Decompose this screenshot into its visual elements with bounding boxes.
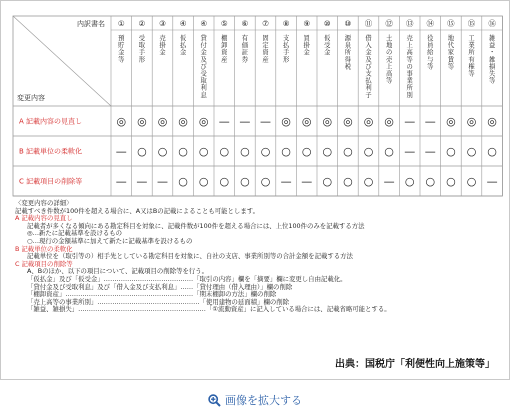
table-cell-mark: ◎ — [487, 115, 497, 128]
comparison-table — [1, 1, 509, 207]
note-line: 「仮払金」及び「仮受金」……………………………………「取引の内容」欄を「摘要」欄に変更し自由記載化。 — [27, 275, 347, 283]
column-name: 預貯金等 — [118, 35, 125, 64]
table-cell-mark: — — [115, 175, 127, 188]
column-number: ② — [138, 19, 146, 28]
table-cell-mark: — — [383, 175, 395, 188]
table-cell-mark: — — [424, 145, 436, 158]
note-line: 「棚卸資産」……………………………………………………「期末棚卸の方法」欄の削除 — [27, 290, 277, 299]
table-cell-mark: ○ — [384, 145, 394, 158]
column-name: 地代家賃等 — [447, 35, 455, 71]
table-cell-mark: — — [404, 145, 416, 158]
zoom-link[interactable] — [0, 392, 510, 408]
table-cell-mark: — — [301, 175, 313, 188]
column-name: 売上高等の事業所別 — [406, 35, 413, 99]
table-cell-mark: ○ — [322, 175, 333, 188]
table-cell-mark: ◎ — [466, 115, 477, 128]
column-name: 支払手形 — [282, 35, 290, 64]
column-number: ⑮ — [467, 19, 476, 28]
table-cell-mark: ◎ — [116, 115, 127, 128]
column-number: ⑨ — [303, 19, 311, 28]
column-name: 棚卸資産 — [221, 35, 228, 64]
column-number: ③ — [159, 19, 166, 28]
table-cell-mark: ○ — [363, 145, 374, 158]
column-number: ⑥ — [241, 19, 249, 28]
column-name: 受取手形 — [138, 35, 146, 64]
note-line: B 記載単位の柔軟化 — [15, 244, 73, 253]
table-cell-mark: ○ — [404, 175, 415, 188]
table-cell-mark: ○ — [260, 145, 271, 158]
column-name: 有価証券 — [241, 35, 249, 64]
column-name: 売掛金 — [159, 35, 166, 57]
table-cell-mark: ○ — [157, 145, 168, 158]
row-label: C 記載項目の削除等 — [19, 177, 83, 186]
note-line: 「売上高等の事業所別」…………………………………………「使用建物の延面積」欄の削除 — [27, 297, 290, 306]
column-number: ⑪ — [364, 19, 373, 28]
table-cell-mark: ○ — [446, 175, 456, 188]
column-name: 源泉所得税 — [344, 35, 352, 71]
column-number: ⑤ — [220, 19, 228, 28]
table-cell-mark: ○ — [178, 175, 188, 188]
column-number: ⑬ — [405, 19, 414, 28]
table-cell-mark: ○ — [466, 145, 477, 158]
note-line: ◎…新たに記載基準を設けるもの — [27, 229, 123, 238]
table-cell-mark: ○ — [487, 145, 497, 158]
column-number: ⑩ — [323, 19, 331, 28]
table-cell-mark: ○ — [219, 175, 230, 188]
column-number: ⑦ — [262, 19, 269, 28]
column-name: 固定資産 — [262, 35, 269, 64]
column-name: 買掛金 — [303, 35, 310, 57]
note-line: 記載者が多くなる傾向にある勘定科目を対象に、記載件数が100件を超える場合には、上位100件のみを記載する方法 — [27, 221, 365, 230]
table-cell-mark: ◎ — [384, 115, 394, 128]
table-cell-mark: ◎ — [322, 115, 333, 128]
table-cell-mark: ◎ — [157, 115, 168, 128]
note-line: C 記載項目の削除等 — [15, 259, 73, 268]
column-number: ④ — [200, 19, 208, 28]
column-name: 貸付金及び受取利息 — [200, 35, 207, 99]
table-cell-mark: ○ — [198, 175, 209, 188]
table-cell-mark: ◎ — [198, 115, 209, 128]
zoom-in-icon — [208, 394, 221, 407]
table-cell-mark: ◎ — [137, 115, 147, 128]
table-cell-mark: ◎ — [281, 115, 291, 128]
column-number: ⑭ — [426, 19, 435, 28]
table-cell-mark: ○ — [240, 175, 250, 188]
table-cell-mark: — — [280, 175, 292, 188]
corner-diagonal — [13, 16, 111, 106]
column-name: 工業所有権等 — [468, 35, 475, 78]
table-cell-mark: ◎ — [446, 115, 456, 128]
row-label: B 記載単位の柔軟化 — [19, 147, 83, 156]
corner-bottom-label: 変更内容 — [17, 94, 45, 102]
row-label: A 記載内容の見直し — [19, 117, 83, 126]
table-cell-mark: — — [115, 145, 127, 158]
table-cell-mark: — — [239, 115, 251, 128]
column-number: ⑫ — [385, 19, 393, 28]
zoom-label: 画像を拡大する — [225, 394, 302, 407]
table-cell-mark: ◎ — [343, 115, 353, 128]
column-name: 借入金及び支払利子 — [365, 35, 372, 99]
table-cell-mark: ◎ — [178, 115, 188, 128]
column-name: 土地の売上高等 — [385, 35, 393, 85]
corner-top-label: 内訳書名 — [77, 20, 105, 28]
table-cell-mark: ○ — [178, 145, 188, 158]
table-cell-mark: ○ — [281, 145, 291, 158]
table-cell-mark: — — [136, 175, 148, 188]
table-cell-mark: ○ — [343, 175, 353, 188]
table-cell-mark: — — [486, 175, 498, 188]
column-number: ④ — [179, 19, 187, 28]
table-cell-mark: ◎ — [363, 115, 374, 128]
table-cell-mark: ○ — [240, 145, 250, 158]
column-name: 雑益・雑損失等 — [488, 35, 496, 85]
table-cell-mark: ○ — [219, 145, 230, 158]
table-cell-mark: ○ — [466, 175, 477, 188]
note-line: A 記載内容の見直し — [15, 214, 73, 223]
table-cell-mark: — — [424, 115, 436, 128]
table-cell-mark: ◎ — [301, 115, 312, 128]
table-cell-mark: ○ — [363, 175, 374, 188]
table-cell-mark: — — [218, 115, 230, 128]
note-line: 記載すべき件数が100件を超える場合に、A又はBの記載によることも可能とします。 — [15, 206, 259, 215]
table-cell-mark: ○ — [137, 145, 147, 158]
note-line: 記載単位を（取引等の）相手先としている勘定科目を対象に、自社の支店、事業所別等の合計金額を記載する方法 — [27, 252, 353, 261]
column-name: 仮払金 — [179, 35, 187, 57]
note-line: 「雑益、雑損失」……………………………………………………「①流動資産」に記入している場合には、記載省略可能とする。 — [27, 305, 391, 314]
table-cell-mark: ○ — [343, 145, 353, 158]
column-name: 仮受金 — [324, 35, 331, 57]
table-cell-mark: ○ — [322, 145, 333, 158]
table-cell-mark: — — [157, 175, 168, 188]
column-name: 役員給与等 — [427, 35, 434, 71]
table-cell-mark: ○ — [198, 145, 209, 158]
column-number: ⑯ — [488, 19, 496, 28]
column-number: ⑧ — [282, 19, 290, 28]
note-line: 〈変更内容の詳細〉 — [15, 199, 73, 207]
column-number: ⑩ — [344, 19, 352, 28]
column-number: ① — [117, 19, 125, 28]
table-cell-mark: ○ — [301, 145, 312, 158]
note-line: A、Bのほか、以下の項目について、記載項目の削除等を行う。 — [27, 267, 209, 276]
table-cell-mark: ○ — [260, 175, 271, 188]
source-credit: 出典：国税庁「利便性向上施策等」 — [335, 359, 495, 370]
table-cell-mark: ○ — [425, 175, 436, 188]
note-line: 「貸付金及び受取利息」及び「借入金及び支払利息」……「貸付理由（借入理由）」欄の削除 — [27, 282, 293, 291]
table-cell-mark: — — [404, 115, 416, 128]
note-line: ○…現行の金額基準に加えて新たに記載基準を設けるもの — [27, 237, 193, 245]
column-number: ⑮ — [447, 19, 455, 28]
table-cell-mark: ○ — [446, 145, 456, 158]
table-cell-mark: — — [260, 115, 271, 128]
